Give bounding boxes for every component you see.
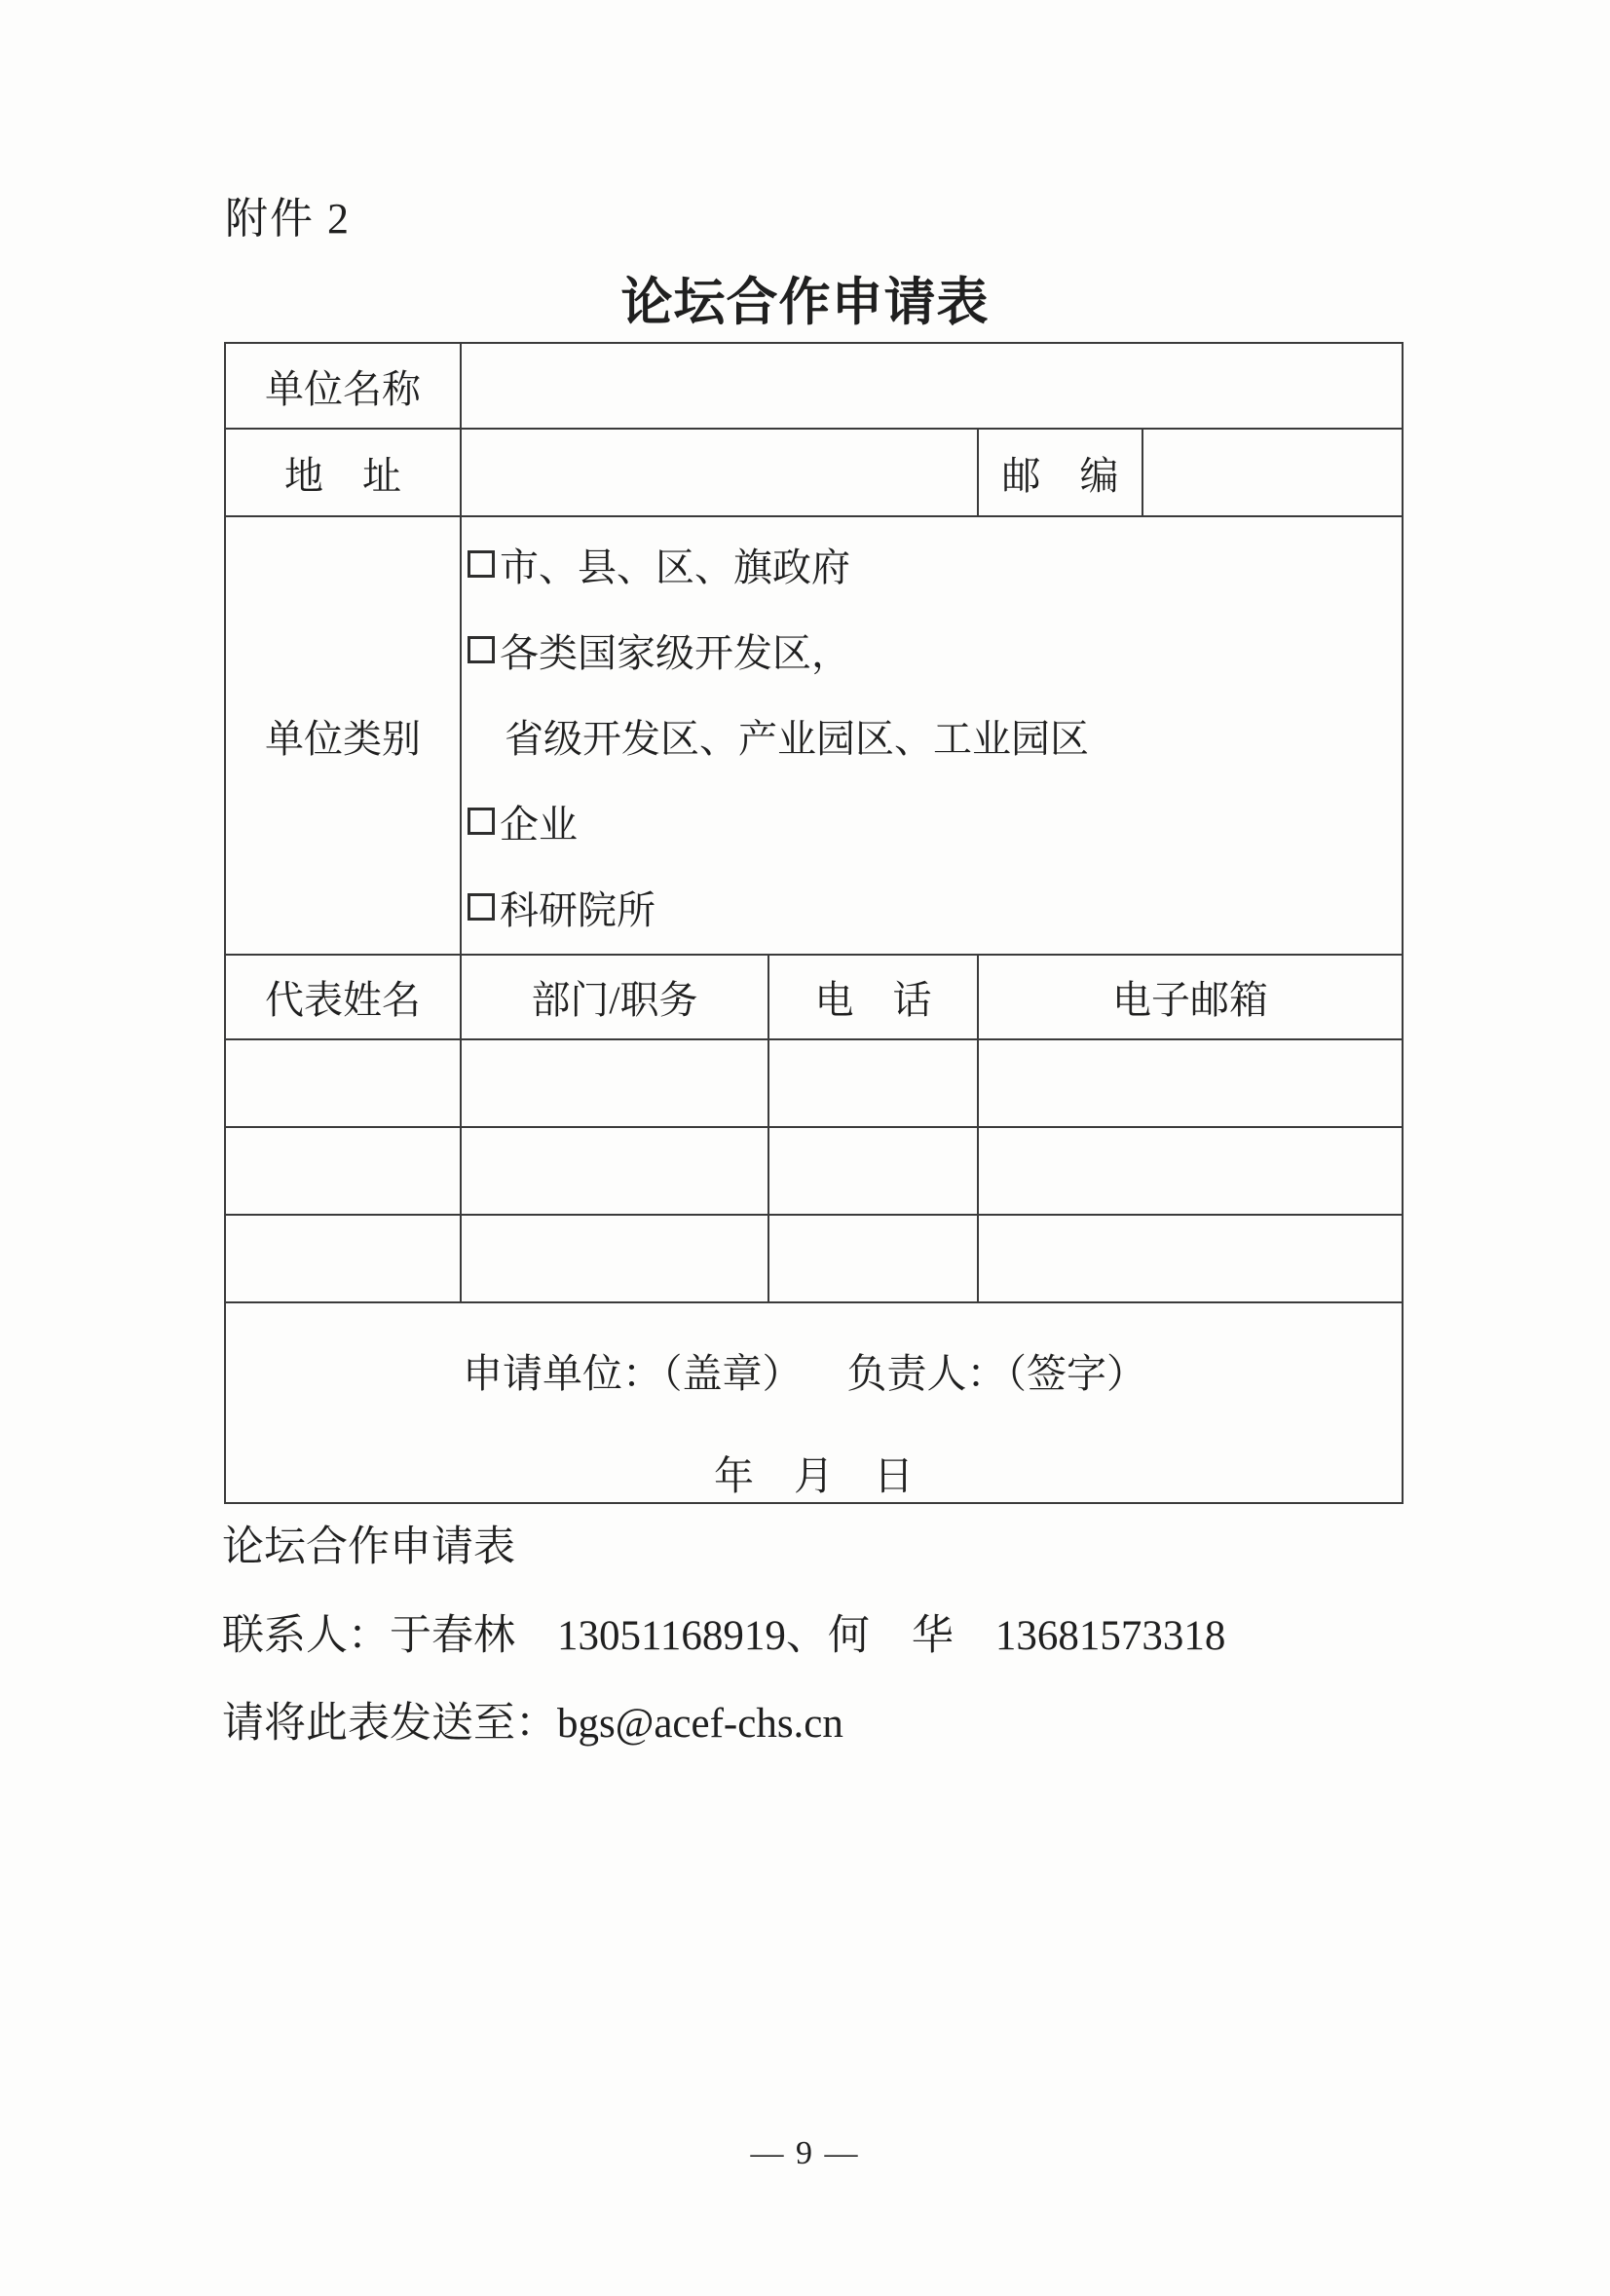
unit-name-label: 单位名称 [225, 343, 461, 429]
phone-input-cell [768, 1127, 978, 1215]
rep-name-input-cell [225, 1127, 461, 1215]
postcode-label: 邮 编 [978, 429, 1142, 516]
application-form-table [224, 342, 1404, 1504]
category-option-zone-continuation [468, 693, 1402, 778]
send-to-prefix: 请将此表发送至： [222, 1701, 557, 1747]
send-to-line [222, 1690, 843, 1750]
attachment-label: 附件 2 [225, 195, 351, 243]
contact-input-row [225, 1215, 1403, 1302]
form-name-caption: 论坛合作申请表 [222, 1524, 515, 1570]
signature-cell [225, 1302, 1403, 1503]
contact-header-row [225, 955, 1403, 1039]
unit-name-input-cell [461, 343, 1403, 429]
category-option-national-zone [468, 607, 1402, 693]
contact-info-line: 联系人：于春林 13051168919、何 华 13681573318 [222, 1613, 1226, 1659]
checkbox-icon [468, 893, 495, 921]
department-title-header: 部门/职务 [461, 955, 768, 1039]
checkbox-icon [468, 636, 495, 663]
email-input-cell [978, 1127, 1403, 1215]
unit-category-label: 单位类别 [225, 516, 461, 955]
category-option-label: 企业 [500, 802, 578, 847]
category-option-research-institute [468, 864, 1402, 950]
category-option-label: 各类国家级开发区， [500, 630, 850, 675]
email-input-cell [978, 1039, 1403, 1127]
page-number: — 9 — [750, 2135, 860, 2171]
signature-row [225, 1302, 1403, 1503]
address-input-cell [461, 429, 978, 516]
date-line: 年 月 日 [714, 1453, 914, 1498]
department-title-input-cell [461, 1215, 768, 1302]
applicant-unit-seal-label: 申请单位：（盖章） [463, 1351, 803, 1396]
unit-name-row [225, 343, 1403, 429]
signature-line [226, 1341, 1402, 1399]
category-option-label: 科研院所 [500, 887, 655, 932]
contact-input-row [225, 1127, 1403, 1215]
rep-name-input-cell [225, 1215, 461, 1302]
phone-header: 电 话 [768, 955, 978, 1039]
email-address: bgs@acef-chs.cn [557, 1701, 843, 1747]
category-option-label: 市、县、区、旗政府 [500, 545, 850, 589]
checkbox-icon [468, 550, 495, 578]
contact-input-row [225, 1039, 1403, 1127]
category-option-label: 省级开发区、产业园区、工业园区 [505, 716, 1089, 761]
responsible-person-signature-label: 负责人：（签字） [846, 1351, 1146, 1396]
email-header: 电子邮箱 [978, 955, 1403, 1039]
phone-input-cell [768, 1215, 978, 1302]
email-input-cell [978, 1215, 1403, 1302]
rep-name-input-cell [225, 1039, 461, 1127]
department-title-input-cell [461, 1127, 768, 1215]
unit-category-row [225, 516, 1403, 955]
rep-name-header: 代表姓名 [225, 955, 461, 1039]
category-option-government [468, 521, 1402, 607]
department-title-input-cell [461, 1039, 768, 1127]
page-title: 论坛合作申请表 [620, 275, 990, 331]
address-label: 地 址 [225, 429, 461, 516]
category-option-enterprise [468, 778, 1402, 864]
phone-input-cell [768, 1039, 978, 1127]
address-row [225, 429, 1403, 516]
checkbox-icon [468, 808, 495, 835]
postcode-input-cell [1142, 429, 1403, 516]
unit-category-options-cell [461, 516, 1403, 955]
